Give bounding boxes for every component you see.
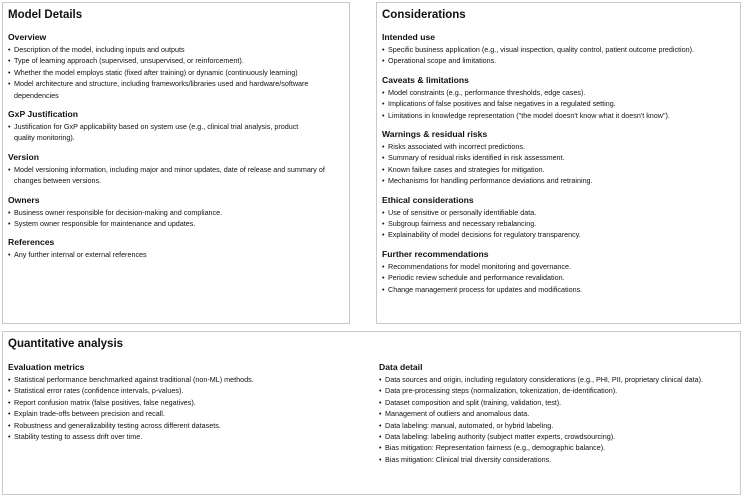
list-item: • Model versioning information, including major and minor updates, date of release and summary of changes between versions. bbox=[8, 164, 339, 187]
list-item: • Periodic review schedule and performance revalidation. bbox=[382, 272, 734, 283]
section-heading: Further recommendations bbox=[382, 248, 489, 259]
model-details-title: Model Details bbox=[8, 9, 83, 21]
list-item: • Implications of false positives and false negatives in a regulated setting. bbox=[382, 98, 734, 109]
list-item: • Explainability of model decisions for regulatory transparency. bbox=[382, 229, 734, 240]
recommendations-section bbox=[382, 249, 734, 295]
list-item: • Summary of residual risks identified in risk assessment. bbox=[382, 152, 734, 163]
intended-use-section bbox=[382, 32, 734, 67]
list-item: • Report confusion matrix (false positives, false negatives). bbox=[8, 397, 368, 408]
considerations-card bbox=[376, 2, 741, 324]
section-heading: GxP Justification bbox=[8, 109, 79, 120]
section-heading: Data detail bbox=[379, 362, 423, 372]
list-item: • Management of outliers and anomalous data. bbox=[379, 408, 735, 419]
list-item: • Model constraints (e.g., performance thresholds, edge cases). bbox=[382, 87, 734, 98]
section-heading: Caveats & limitations bbox=[382, 74, 469, 85]
list-item: • Any further internal or external references bbox=[8, 249, 343, 260]
list-item: • Justification for GxP applicability based on system use (e.g., clinical trial analysis, product quality monitoring). bbox=[8, 121, 304, 144]
list-item: • Explain trade-offs between precision and recall. bbox=[8, 408, 368, 419]
references-section bbox=[8, 237, 343, 260]
list-item: • Data labeling: manual, automated, or hybrid labeling. bbox=[379, 420, 735, 431]
list-item: • Data sources and origin, including regulatory considerations (e.g., PHI, PII, proprietary clinical data). bbox=[379, 374, 735, 385]
quantitative-analysis-title: Quantitative analysis bbox=[8, 338, 124, 350]
list-item: • Use of sensitive or personally identifiable data. bbox=[382, 207, 734, 218]
list-item: • System owner responsible for maintenance and updates. bbox=[8, 218, 343, 229]
caveats-section bbox=[382, 75, 734, 121]
list-item: • Robustness and generalizability testing across different datasets. bbox=[8, 420, 368, 431]
section-heading: Version bbox=[8, 151, 40, 162]
section-heading: References bbox=[8, 237, 55, 248]
section-heading: Overview bbox=[8, 32, 47, 42]
list-item: • Model architecture and structure, including frameworks/libraries used and hardware/software dependencies bbox=[8, 78, 314, 101]
list-item: • Data labeling: labeling authority (subject matter experts, crowdsourcing). bbox=[379, 431, 735, 442]
section-heading: Intended use bbox=[382, 32, 436, 42]
overview-section bbox=[8, 32, 343, 101]
list-item: • Bias mitigation: Representation fairness (e.g., demographic balance). bbox=[379, 442, 735, 453]
gxp-section bbox=[8, 109, 343, 144]
list-item: • Subgroup fairness and necessary rebalancing. bbox=[382, 218, 734, 229]
owners-section bbox=[8, 195, 343, 230]
ethical-section bbox=[382, 195, 734, 241]
list-item: • Statistical error rates (confidence intervals, p-values). bbox=[8, 385, 368, 396]
section-heading: Ethical considerations bbox=[382, 194, 474, 205]
list-item: • Recommendations for model monitoring and governance. bbox=[382, 261, 734, 272]
data-detail-section bbox=[379, 362, 735, 465]
list-item: • Limitations in knowledge representation ("the model doesn't know what it doesn't know"). bbox=[382, 110, 734, 121]
list-item: • Operational scope and limitations. bbox=[382, 55, 734, 66]
model-details-card bbox=[2, 2, 350, 324]
list-item: • Mechanisms for handling performance deviations and retraining. bbox=[382, 175, 734, 186]
list-item: • Risks associated with incorrect predictions. bbox=[382, 141, 734, 152]
version-section bbox=[8, 152, 343, 187]
considerations-title: Considerations bbox=[382, 9, 466, 21]
list-item: • Statistical performance benchmarked against traditional (non-ML) methods. bbox=[8, 374, 368, 385]
list-item: • Whether the model employs static (fixed after training) or dynamic (continuously learning) bbox=[8, 67, 343, 78]
list-item: • Description of the model, including inputs and outputs bbox=[8, 44, 343, 55]
section-heading: Owners bbox=[8, 194, 40, 205]
list-item: • Business owner responsible for decision-making and compliance. bbox=[8, 207, 343, 218]
warnings-section bbox=[382, 129, 734, 187]
list-item: • Specific business application (e.g., visual inspection, quality control, patient outcome prediction). bbox=[382, 44, 734, 55]
evaluation-metrics-section bbox=[8, 362, 368, 442]
list-item: • Change management process for updates and modifications. bbox=[382, 284, 734, 295]
list-item: • Known failure cases and strategies for mitigation. bbox=[382, 164, 734, 175]
list-item: • Bias mitigation: Clinical trial diversity considerations. bbox=[379, 454, 735, 465]
section-heading: Evaluation metrics bbox=[8, 362, 85, 372]
list-item: • Data pre-processing steps (normalization, tokenization, de-identification). bbox=[379, 385, 735, 396]
quantitative-analysis-card bbox=[2, 331, 741, 495]
list-item: • Type of learning approach (supervised, unsupervised, or reinforcement). bbox=[8, 55, 343, 66]
section-heading: Warnings & residual risks bbox=[382, 129, 488, 140]
list-item: • Stability testing to assess drift over time. bbox=[8, 431, 368, 442]
list-item: • Dataset composition and split (training, validation, test). bbox=[379, 397, 735, 408]
